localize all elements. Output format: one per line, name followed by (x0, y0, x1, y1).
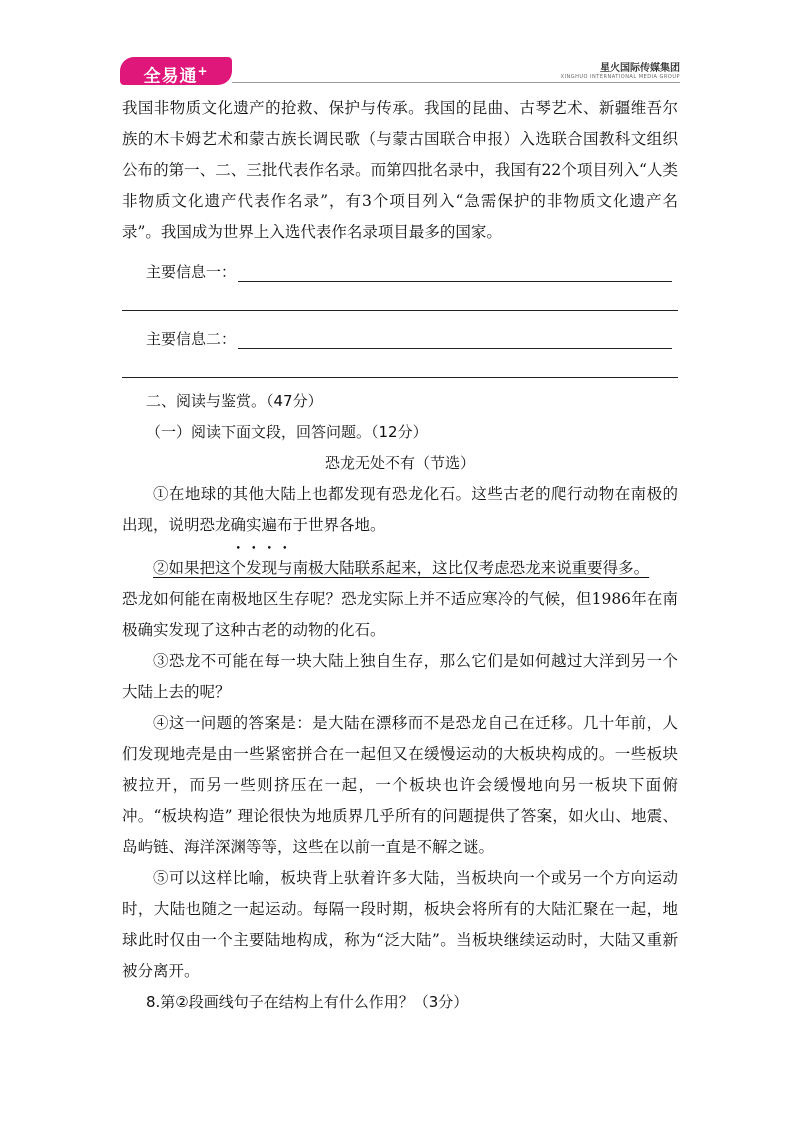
paragraph-5: ⑤可以这样比喻，板块背上驮着许多大陆，当板块向一个或另一个方向运动时，大陆也随之一起运动。每隔一段时期，板块会将所有的大陆汇聚在一起，地球此时仅由一个主要陆地构成，称为“泛大陆”。当板块继续运动时，大陆又重新被分离开。 (122, 869, 678, 980)
emphasis-dot-char: 现 (261, 559, 278, 577)
main-info-2-label: 主要信息二： (146, 330, 237, 348)
page-content (122, 93, 678, 1018)
main-info-2-answer-line-2[interactable] (122, 349, 678, 378)
paragraph-3: ③恐龙不可能在每一块大陆上独自生存，那么它们是如何越过大洋到另一个大陆上去的呢？ (122, 652, 678, 701)
paragraph-2-underlined-sentence (122, 553, 678, 584)
main-info-1-row (122, 248, 678, 282)
logo-text: 全易通 (143, 66, 198, 87)
emphasis-dot-char: 这 (215, 559, 231, 577)
main-info-2-row (122, 315, 678, 349)
publisher-brand (561, 59, 680, 80)
logo-plus: + (197, 64, 209, 78)
main-info-2-answer-line[interactable] (238, 330, 672, 349)
underlined-prefix: ②如果把 (153, 559, 216, 577)
header-rule (232, 82, 680, 83)
main-info-1-answer-line[interactable] (238, 263, 672, 282)
main-info-1-label: 主要信息一： (146, 263, 237, 281)
intro-paragraph: 我国非物质文化遗产的抢救、保护与传承。我国的昆曲、古琴艺术、新疆维吾尔族的木卡姆艺术和蒙古族长调民歌（与蒙古国联合申报）入选联合国教科文组织公布的第一、二、三批代表作名录。而第四批名录中，我国有22个项目列入“人类非物质文化遗产代表作名录”，有3个项目列入“急需保护的非物质文化遗产名录”。我国成为世界上入选代表作名录项目最多的国家。 (122, 99, 678, 241)
paragraph-1: ①在地球的其他大陆上也都发现有恐龙化石。这些古老的爬行动物在南极的出现，说明恐龙确实遍布于世界各地。 (122, 485, 678, 534)
emphasis-dot-char: 个 (230, 559, 247, 577)
underlined-rest: 与南极大陆联系起来，这比仅考虑恐龙来说重要得多。 (277, 559, 650, 577)
section-heading: 二、阅读与鉴赏。（47分） (146, 392, 323, 410)
paragraph-2-continued: 恐龙如何能在南极地区生存呢？恐龙实际上并不适应寒冷的气候，但1986年在南极确实发现了这种古老的动物的化石。 (122, 590, 678, 639)
sub-section-heading: （一）阅读下面文段，回答问题。（12分） (146, 423, 428, 441)
question-8: 8.第②段画线句子在结构上有什么作用？（3分） (146, 993, 469, 1011)
emphasis-dot-char: 发 (246, 559, 262, 577)
brand-logo (120, 57, 232, 85)
page-header (120, 55, 680, 87)
publisher-name: 星火国际传媒集团 (600, 63, 680, 74)
publisher-name-en: XINGHUO INTERNATIONAL MEDIA GROUP (560, 74, 680, 80)
dotted-emphasis-text (215, 559, 277, 577)
main-info-1-answer-line-2[interactable] (122, 282, 678, 311)
paragraph-4: ④这一问题的答案是：是大陆在漂移而不是恐龙自己在迁移。几十年前，人们发现地壳是由一些紧密拼合在一起但又在缓慢运动的大板块构成的。一些板块被拉开，而另一些则挤压在一起，一个板块也许会缓慢地向另一板块下面俯冲。“板块构造” 理论很快为地质界几乎所有的问题提供了答案，如火山、地震、岛屿链、海洋深渊等等，这些在以前一直是不解之谜。 (122, 714, 678, 856)
article-title: 恐龙无处不有（节选） (324, 454, 475, 472)
